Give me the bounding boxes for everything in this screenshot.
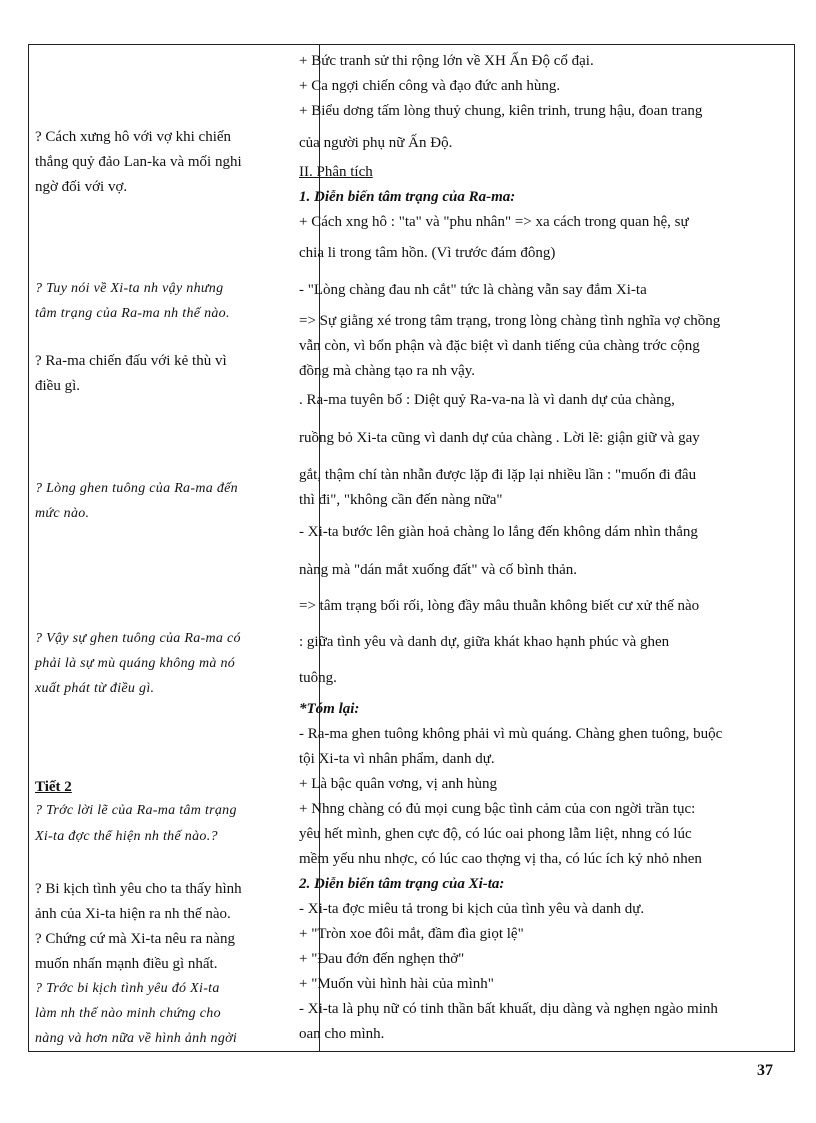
question-line: ? Tuy nói về Xi-ta nh vậy nhưng — [35, 281, 224, 296]
question-line: điều gì. — [35, 378, 80, 394]
answer-line: ruồng bỏ Xi-ta cũng vì danh dự của chàng . Lời lẽ: giận giữ và gay — [299, 430, 700, 446]
answer-line: nàng mà "dán mắt xuống đất" và cố bình thản. — [299, 562, 578, 578]
answer-line: => tâm trạng bối rối, lòng đầy mâu thuẫn không biết cư xử thế nào — [299, 598, 700, 614]
answer-line: của người phụ nữ Ấn Độ. — [299, 135, 453, 151]
answer-line: - Xi-ta bước lên giàn hoả chàng lo lắng đến không dám nhìn thẳng — [299, 524, 698, 540]
question-line: làm nh thế nào minh chứng cho — [35, 1006, 221, 1021]
answer-line: tội Xi-ta vì nhân phẩm, danh dự. — [299, 751, 495, 767]
answer-line: + "Muốn vùi hình hài của mình" — [299, 976, 494, 992]
answer-line: + Là bậc quân vơng, vị anh hùng — [299, 776, 498, 792]
question-line: ? Lòng ghen tuông của Ra-ma đến — [35, 481, 238, 496]
question-line: ? Trớc lời lẽ của Ra-ma tâm trạng — [35, 803, 237, 818]
question-line: ? Cách xưng hô với vợ khi chiến — [35, 129, 232, 145]
subsection-heading: 1. Diễn biến tâm trạng của Ra-ma: — [299, 189, 516, 205]
answer-line: + Biểu dơng tấm lòng thuỷ chung, kiên trinh, trung hậu, đoan trang — [299, 103, 703, 119]
answer-line: - Xi-ta là phụ nữ có tinh thần bất khuất, dịu dàng và nghẹn ngào minh — [299, 1001, 718, 1017]
answer-line: => Sự giằng xé trong tâm trạng, trong lòng chàng tình nghĩa vợ chồng — [299, 313, 721, 329]
answer-line: + Nhng chàng có đủ mọi cung bậc tình cảm của con ngời trần tục: — [299, 801, 696, 817]
answer-line: - Ra-ma ghen tuông không phải vì mù quáng. Chàng ghen tuông, buộc — [299, 726, 723, 742]
answer-line: + Bức tranh sử thi rộng lớn về XH Ấn Độ cổ đại. — [299, 53, 594, 69]
answer-line: + Cách xng hô : "ta" và "phu nhân" => xa cách trong quan hệ, sự — [299, 214, 689, 230]
answer-line: : giữa tình yêu và danh dự, giữa khát khao hạnh phúc và ghen — [299, 634, 670, 650]
question-line: xuất phát từ điều gì. — [35, 681, 155, 696]
question-line: Xi-ta đợc thể hiện nh thế nào.? — [35, 829, 218, 844]
question-line: ? Vậy sự ghen tuông của Ra-ma có — [35, 631, 241, 646]
question-line: nàng và hơn nữa về hình ảnh ngời — [35, 1031, 238, 1046]
answer-line: . Ra-ma tuyên bố : Diệt quỷ Ra-va-na là vì danh dự của chàng, — [299, 392, 675, 408]
question-line: phải là sự mù quáng không mà nó — [35, 656, 236, 671]
answer-line: + "Tròn xoe đôi mắt, đầm đìa giọt lệ" — [299, 926, 524, 942]
lesson-table — [28, 44, 795, 1052]
summary-heading: *Tóm lại: — [299, 701, 360, 717]
question-line: ? Chứng cứ mà Xi-ta nêu ra nàng — [35, 931, 235, 947]
subsection-heading: 2. Diễn biến tâm trạng của Xi-ta: — [299, 876, 505, 892]
page-number: 37 — [757, 1062, 773, 1079]
question-line: ? Bi kịch tình yêu cho ta thấy hình — [35, 881, 242, 897]
question-line: mức nào. — [35, 506, 90, 521]
answer-line: oan cho mình. — [299, 1026, 385, 1042]
question-line: thắng quỷ đảo Lan-ka và mối nghi — [35, 154, 242, 170]
answer-line: - Xi-ta đợc miêu tả trong bi kịch của tình yêu và danh dự. — [299, 901, 645, 917]
answer-line: mềm yếu nhu nhợc, có lúc cao thợng vị tha, có lúc ích kỷ nhỏ nhen — [299, 851, 702, 867]
question-line: ? Trớc bi kịch tình yêu đó Xi-ta — [35, 981, 220, 996]
question-line: ngờ đối với vợ. — [35, 179, 128, 195]
section-heading: II. Phân tích — [299, 164, 373, 180]
answer-line: + Ca ngợi chiến công và đạo đức anh hùng. — [299, 78, 561, 94]
period-heading: Tiết 2 — [35, 779, 72, 795]
question-line: ? Ra-ma chiến đấu với kẻ thù vì — [35, 353, 227, 369]
question-line: tâm trạng của Ra-ma nh thế nào. — [35, 306, 230, 321]
answer-line: thì đi", "không cần đến nàng nữa" — [299, 492, 503, 508]
answer-line: + "Đau đớn đến nghẹn thở" — [299, 951, 465, 967]
answer-line: gắt, thậm chí tàn nhẫn được lặp đi lặp lại nhiều lần : "muốn đi đâu — [299, 467, 697, 483]
answer-line: tuông. — [299, 670, 337, 686]
answer-line: yêu hết mình, ghen cực độ, có lúc oai phong lẫm liệt, nhng có lúc — [299, 826, 692, 842]
question-line: ảnh của Xi-ta hiện ra nh thế nào. — [35, 906, 231, 922]
answer-line: vẫn còn, vì bổn phận và đặc biệt vì danh tiếng của chàng trớc cộng — [299, 338, 700, 354]
answer-line: - "Lòng chàng đau nh cắt" tức là chàng vẫn say đắm Xi-ta — [299, 282, 647, 298]
answer-line: chia li trong tâm hồn. (Vì trước đám đông) — [299, 245, 556, 261]
answer-line: đồng mà chàng tạo ra nh vậy. — [299, 363, 476, 379]
question-line: muốn nhấn mạnh điều gì nhất. — [35, 956, 218, 972]
